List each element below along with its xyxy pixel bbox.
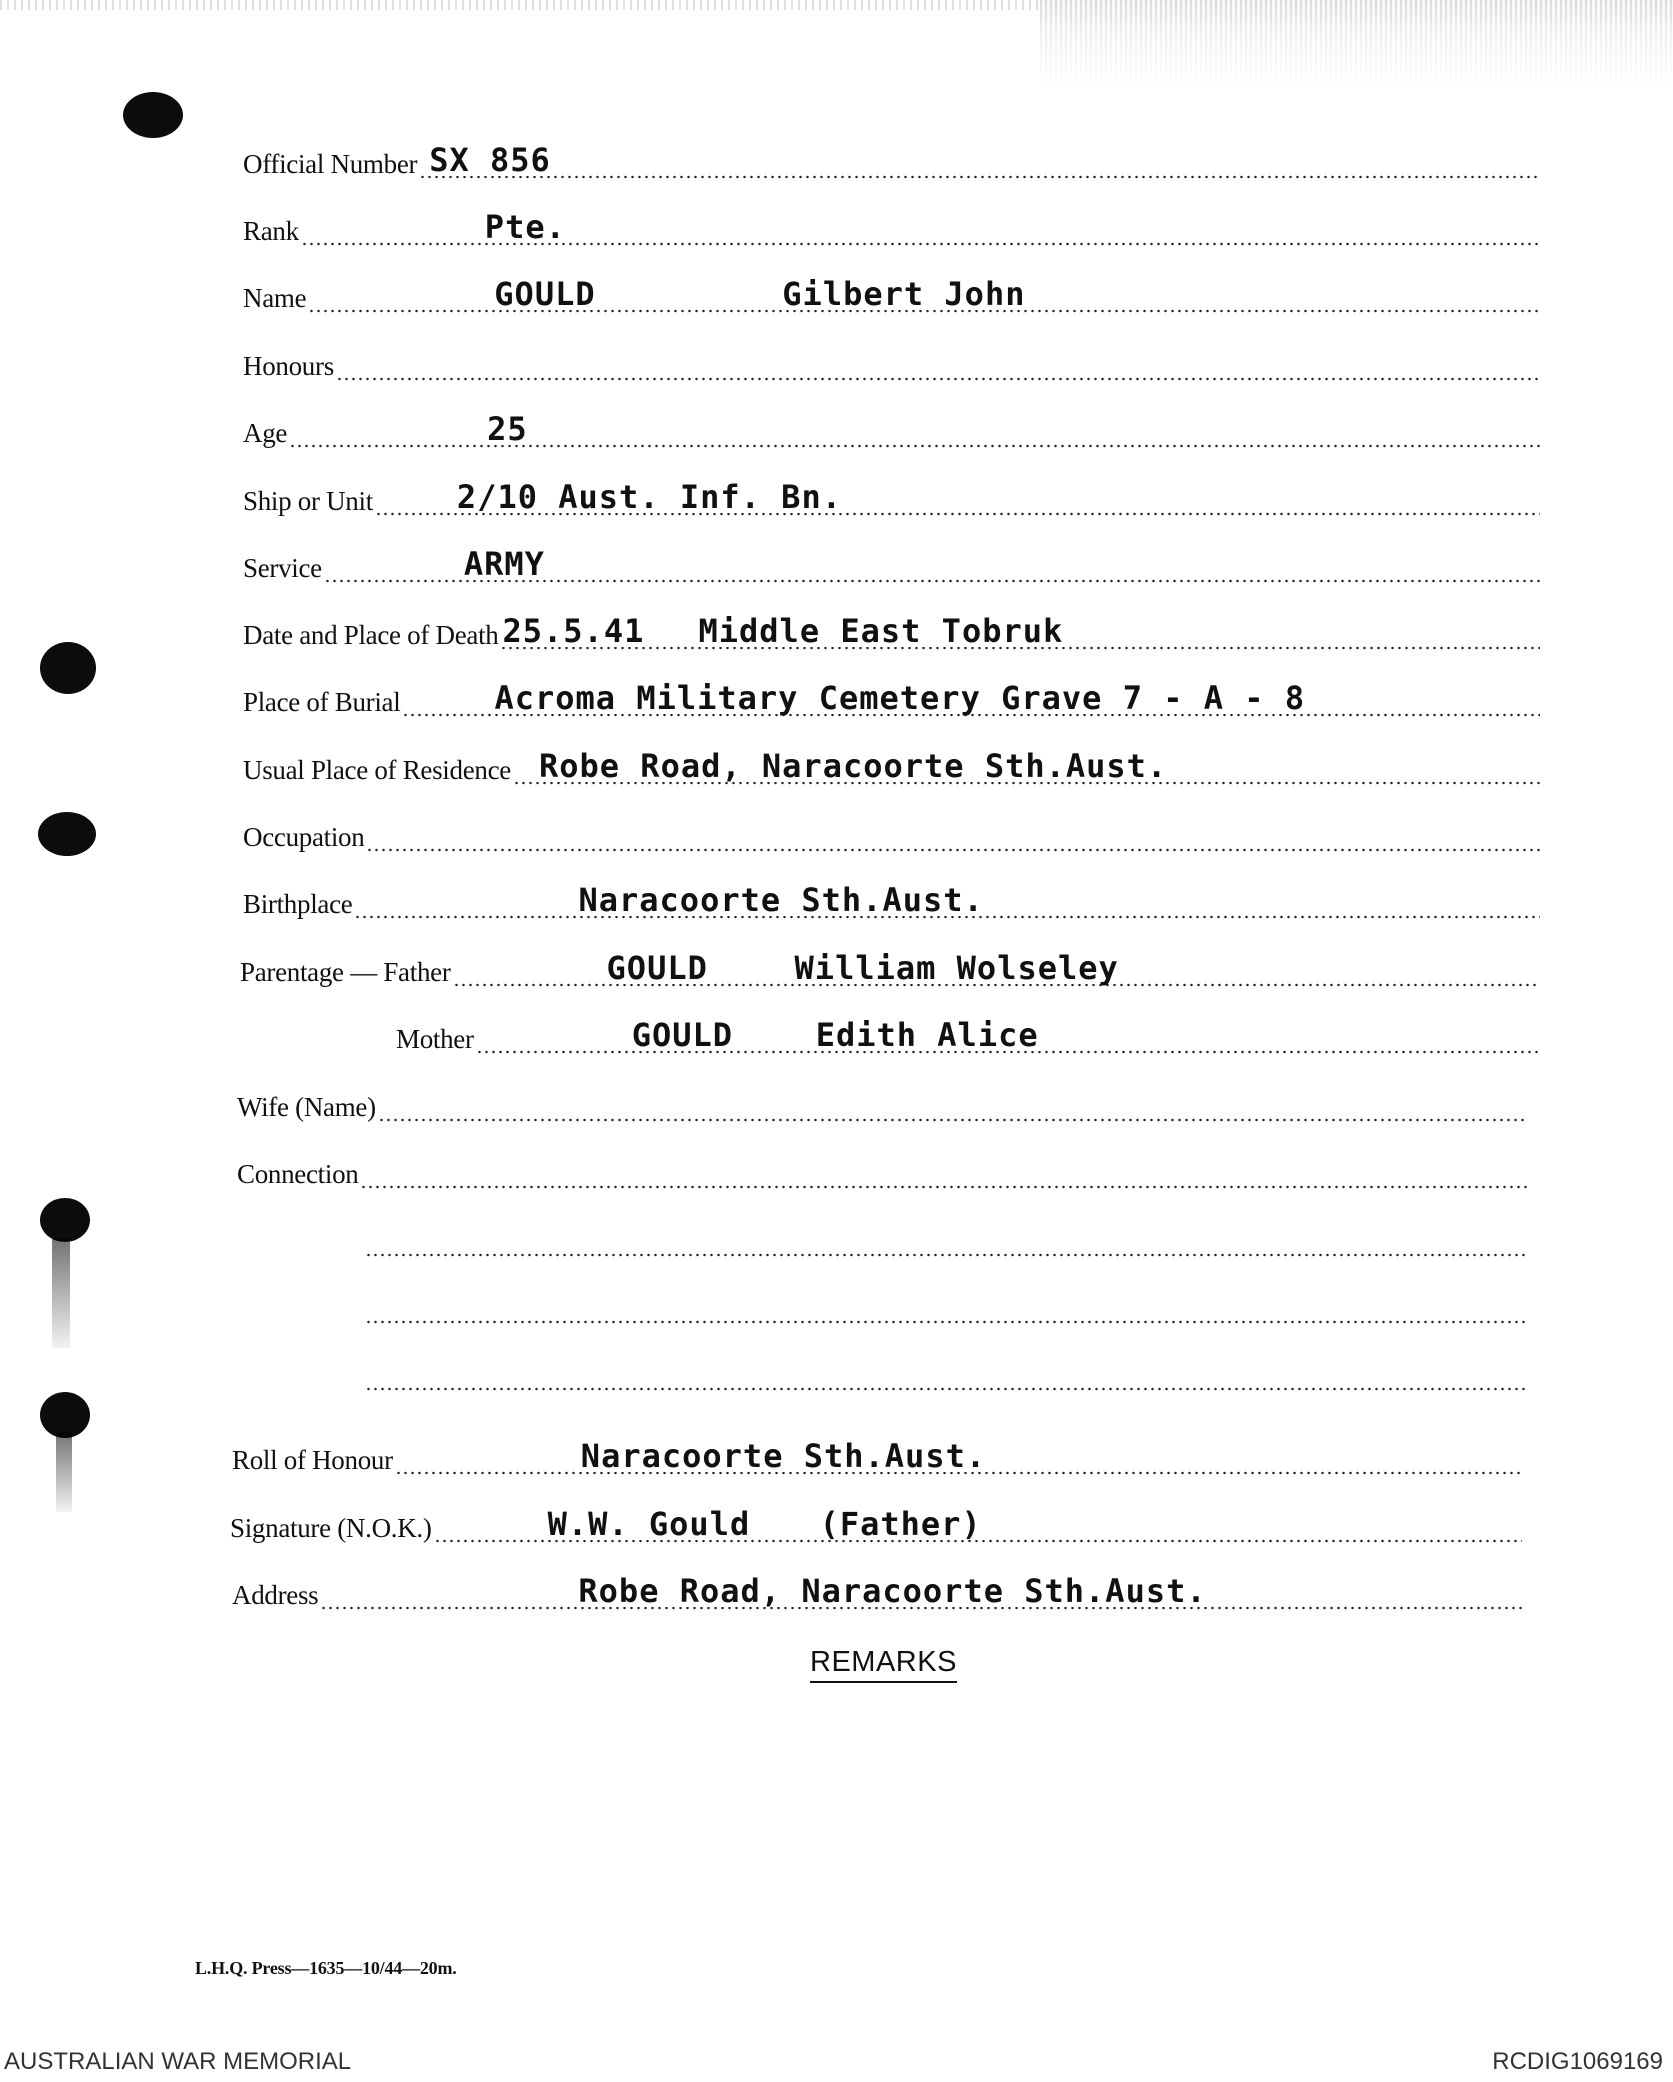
dotted-line (500, 607, 1540, 653)
connection-extra-line (365, 1214, 1527, 1260)
dotted-line (320, 1567, 1522, 1613)
row-occupation (243, 809, 1540, 855)
row-usual-residence (243, 742, 1540, 788)
label-service: Service (243, 553, 322, 583)
value-usual-residence: Robe Road, Naracoorte Sth.Aust. (538, 747, 1168, 785)
value-mother-surname: GOULD (631, 1016, 734, 1054)
scan-noise (1040, 0, 1673, 90)
label-rank: Rank (243, 216, 299, 246)
dotted-line (378, 1079, 1527, 1125)
dotted-line (395, 1432, 1522, 1478)
row-place-of-burial (243, 674, 1540, 720)
label-date-place-death: Date and Place of Death (243, 620, 499, 650)
dotted-line (324, 540, 1540, 586)
connection-extra-line (365, 1348, 1527, 1394)
label-address: Address (232, 1580, 319, 1610)
dotted-line (375, 473, 1540, 519)
punch-hole (123, 92, 183, 138)
dotted-line (513, 742, 1540, 788)
connection-extra-line (365, 1281, 1527, 1327)
label-roll-of-honour: Roll of Honour (232, 1445, 393, 1475)
label-connection: Connection (237, 1159, 359, 1189)
label-parentage-mother: Mother (396, 1024, 474, 1054)
row-parentage-father (240, 944, 1540, 990)
dotted-line (354, 876, 1540, 922)
dotted-line (476, 1011, 1540, 1057)
dotted-line (419, 136, 1540, 182)
value-father-surname: GOULD (606, 949, 708, 987)
scan-noise-edge (0, 0, 1040, 10)
value-roll-of-honour: Naracoorte Sth.Aust. (580, 1437, 987, 1475)
row-rank (243, 203, 1540, 249)
value-rank: Pte. (484, 208, 566, 246)
punch-hole-streak (56, 1432, 72, 1512)
row-official-number (243, 136, 1540, 182)
row-signature (230, 1500, 1522, 1546)
punch-hole-streak (52, 1238, 70, 1348)
row-roll-of-honour (232, 1432, 1522, 1478)
label-parentage-father: Parentage — Father (240, 957, 451, 987)
remarks-heading: REMARKS (810, 1646, 957, 1683)
punch-hole (38, 812, 96, 856)
label-birthplace: Birthplace (243, 889, 353, 919)
label-name: Name (243, 283, 307, 313)
label-official-number: Official Number (243, 149, 418, 179)
row-wife (237, 1079, 1527, 1125)
dotted-line (289, 405, 1540, 451)
value-signature-relation: (Father) (819, 1505, 982, 1543)
value-name-surname: GOULD (494, 275, 596, 313)
value-birthplace: Naracoorte Sth.Aust. (578, 881, 984, 919)
row-address (232, 1567, 1522, 1613)
dotted-line (336, 338, 1540, 384)
punch-hole (40, 1198, 90, 1242)
dotted-line (402, 674, 1540, 720)
row-ship-or-unit (243, 473, 1540, 519)
label-honours: Honours (243, 351, 334, 381)
row-honours (243, 338, 1540, 384)
label-wife: Wife (Name) (237, 1092, 376, 1122)
value-age: 25 (487, 410, 528, 448)
value-service: ARMY (463, 545, 545, 583)
dotted-line (308, 270, 1540, 316)
dotted-line (360, 1146, 1527, 1192)
label-age: Age (243, 418, 288, 448)
label-place-of-burial: Place of Burial (243, 687, 401, 717)
row-parentage-mother (396, 1011, 1540, 1057)
row-connection (237, 1146, 1527, 1192)
row-date-place-death (243, 607, 1540, 653)
row-service (243, 540, 1540, 586)
label-occupation: Occupation (243, 822, 365, 852)
value-death-place: Middle East Tobruk (698, 612, 1064, 650)
value-place-of-burial: Acroma Military Cemetery Grave 7 - A - 8 (494, 679, 1306, 717)
value-ship-or-unit: 2/10 Aust. Inf. Bn. (456, 478, 842, 516)
footer-record-id: RCDIG1069169 (1492, 2048, 1663, 2075)
value-address: Robe Road, Naracoorte Sth.Aust. (578, 1572, 1207, 1610)
row-name (243, 270, 1540, 316)
dotted-line (301, 203, 1540, 249)
dotted-line (434, 1500, 1522, 1546)
label-usual-residence: Usual Place of Residence (243, 755, 511, 785)
printer-imprint: L.H.Q. Press—1635—10/44—20m. (195, 1958, 457, 1978)
value-name-given: Gilbert John (782, 275, 1026, 313)
row-birthplace (243, 876, 1540, 922)
value-mother-given: Edith Alice (815, 1016, 1039, 1054)
value-father-given: William Wolseley (794, 949, 1119, 987)
footer-institution: AUSTRALIAN WAR MEMORIAL (4, 2048, 352, 2075)
dotted-line (366, 809, 1540, 855)
label-signature: Signature (N.O.K.) (230, 1513, 432, 1543)
dotted-line (453, 944, 1540, 990)
label-ship-or-unit: Ship or Unit (243, 486, 373, 516)
value-death-date: 25.5.41 (502, 612, 645, 650)
punch-hole (40, 642, 96, 694)
value-signature-name: W.W. Gould (547, 1505, 751, 1543)
row-age (243, 405, 1540, 451)
value-official-number: SX 856 (429, 141, 551, 179)
